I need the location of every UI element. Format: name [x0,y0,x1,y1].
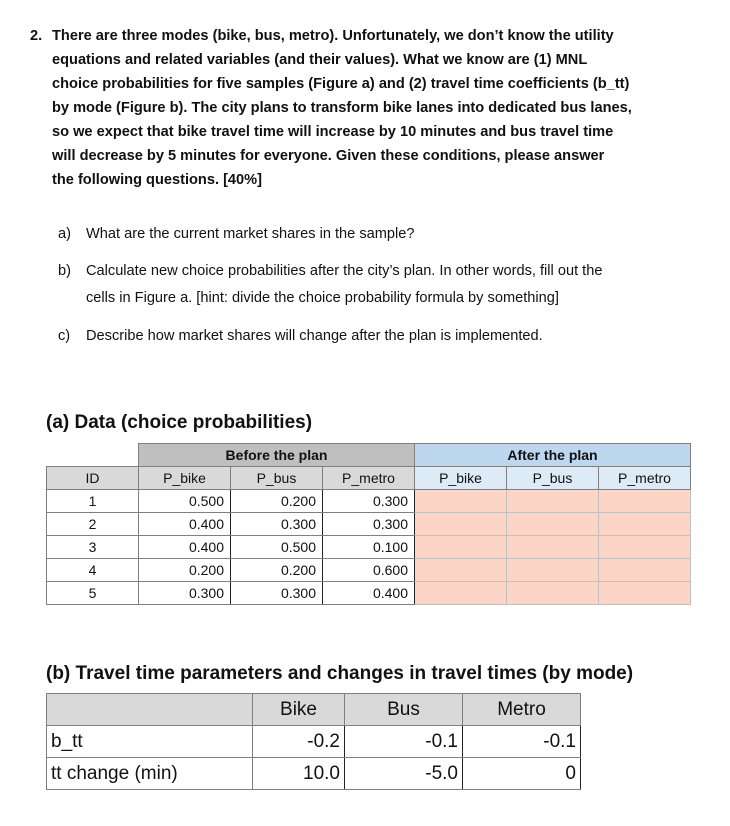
p-bike-before-value: 0.400 [139,513,231,536]
question-line: There are three modes (bike, bus, metro). Unfortunately, we don’t know the utility [52,28,614,44]
table-header-row [47,694,581,726]
choice-probabilities-table [46,443,691,605]
p-bus-before-value: 0.200 [231,490,323,513]
row-id: 1 [47,490,139,513]
subquestion-c [58,324,718,348]
figure-a-title: (a) Data (choice probabilities) [46,412,313,433]
table-row [47,582,691,605]
p-metro-after-cell[interactable] [599,536,691,559]
p-metro-after-cell[interactable] [599,490,691,513]
column-header-id: ID [47,467,139,490]
travel-time-table [46,693,581,790]
b-tt-bike-value: -0.2 [253,726,345,758]
table-column-header-row [47,467,691,490]
b-tt-bus-value: -0.1 [345,726,463,758]
subquestion-line: cells in Figure a. [hint: divide the choice probability formula by something] [86,290,559,306]
table-row [47,536,691,559]
table-row [47,559,691,582]
p-metro-before-value: 0.600 [323,559,415,582]
p-bus-before-value: 0.500 [231,536,323,559]
p-bus-before-value: 0.200 [231,559,323,582]
p-bike-after-cell[interactable] [415,559,507,582]
question-line: by mode (Figure b). The city plans to transform bike lanes into dedicated bus lanes, [52,100,632,116]
row-id: 4 [47,559,139,582]
p-bike-before-value: 0.200 [139,559,231,582]
column-header-p-bus-after: P_bus [507,467,599,490]
p-metro-before-value: 0.300 [323,490,415,513]
subquestion-b [58,258,718,312]
row-id: 2 [47,513,139,536]
question-number: 2. [30,28,43,44]
p-bike-before-value: 0.500 [139,490,231,513]
column-header-metro: Metro [463,694,581,726]
row-id: 3 [47,536,139,559]
p-metro-before-value: 0.300 [323,513,415,536]
p-bike-after-cell[interactable] [415,513,507,536]
figure-b-title: (b) Travel time parameters and changes in travel times (by mode) [46,663,634,684]
subquestion-line: Calculate new choice probabilities after the city’s plan. In other words, fill out the [86,263,603,279]
p-bus-after-cell[interactable] [507,582,599,605]
table-row [47,490,691,513]
tt-change-metro-value: 0 [463,758,581,790]
column-header-p-metro-after: P_metro [599,467,691,490]
b-tt-metro-value: -0.1 [463,726,581,758]
p-metro-after-cell[interactable] [599,513,691,536]
p-bus-after-cell[interactable] [507,490,599,513]
subquestion-line: What are the current market shares in the sample? [86,226,415,242]
p-bus-after-cell[interactable] [507,559,599,582]
p-bus-before-value: 0.300 [231,582,323,605]
column-header-p-metro-before: P_metro [323,467,415,490]
question-line: so we expect that bike travel time will increase by 10 minutes and bus travel time [52,124,614,140]
table-row [47,513,691,536]
group-before-header: Before the plan [139,444,415,467]
question-line: choice probabilities for five samples (Figure a) and (2) travel time coefficients (b_tt) [52,76,630,92]
column-header-bike: Bike [253,694,345,726]
column-header-blank [47,694,253,726]
p-bike-after-cell[interactable] [415,490,507,513]
table-row [47,726,581,758]
subquestion-a [58,222,718,246]
column-header-bus: Bus [345,694,463,726]
p-metro-after-cell[interactable] [599,559,691,582]
tt-change-bus-value: -5.0 [345,758,463,790]
p-metro-before-value: 0.100 [323,536,415,559]
subquestion-label: b) [58,263,71,279]
question-line: will decrease by 5 minutes for everyone. Given these conditions, please answer [52,148,605,164]
p-bus-before-value: 0.300 [231,513,323,536]
row-label-b-tt: b_tt [47,726,253,758]
p-bus-after-cell[interactable] [507,513,599,536]
column-header-p-bike-before: P_bike [139,467,231,490]
table-row [47,758,581,790]
p-metro-before-value: 0.400 [323,582,415,605]
p-bike-before-value: 0.300 [139,582,231,605]
p-metro-after-cell[interactable] [599,582,691,605]
table-group-header-row [47,444,691,467]
subquestion-label: a) [58,226,71,242]
group-after-header: After the plan [415,444,691,467]
column-header-p-bike-after: P_bike [415,467,507,490]
question-2 [30,24,720,192]
column-header-p-bus-before: P_bus [231,467,323,490]
table-corner-cell [47,444,139,467]
tt-change-bike-value: 10.0 [253,758,345,790]
subquestion-line: Describe how market shares will change after the plan is implemented. [86,328,543,344]
subquestion-label: c) [58,328,71,344]
p-bike-before-value: 0.400 [139,536,231,559]
question-line: the following questions. [40%] [52,172,262,188]
row-id: 5 [47,582,139,605]
question-line: equations and related variables (and their values). What we know are (1) MNL [52,52,588,68]
question-text [52,24,720,192]
p-bike-after-cell[interactable] [415,582,507,605]
row-label-tt-change: tt change (min) [47,758,253,790]
p-bus-after-cell[interactable] [507,536,599,559]
p-bike-after-cell[interactable] [415,536,507,559]
